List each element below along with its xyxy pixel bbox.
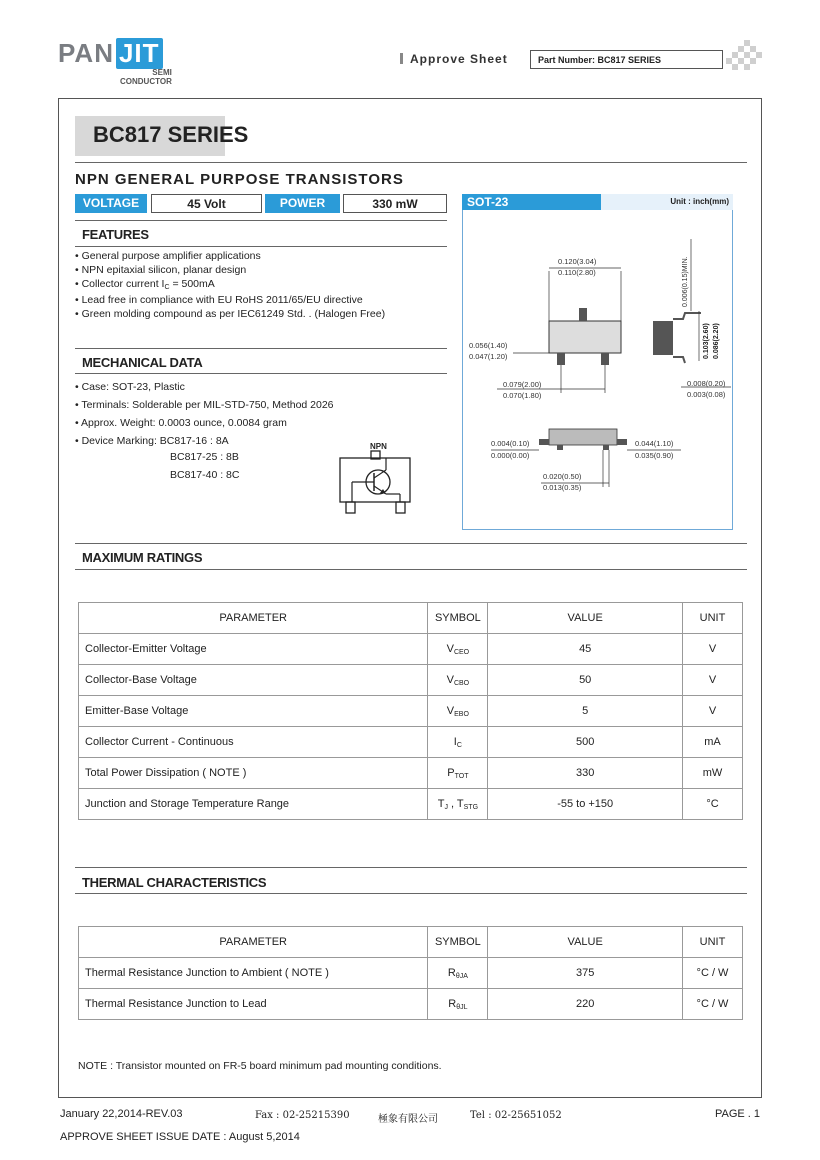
- param-cell: Junction and Storage Temperature Range: [79, 789, 428, 820]
- dim-stand1: 0.004(0.10): [491, 439, 530, 448]
- logo-conductor: CONDUCTOR: [120, 77, 172, 86]
- dim-lead-t2: 0.003(0.08): [687, 390, 726, 399]
- feature-item: • General purpose amplifier applications: [75, 250, 261, 262]
- unit-cell: °C / W: [683, 958, 743, 989]
- dim-lead-h2: 0.047(1.20): [469, 352, 508, 361]
- mech-item: • Device Marking: BC817-16 : 8A: [75, 435, 229, 447]
- thermal-table: [78, 926, 743, 1020]
- symbol-cell: [428, 634, 488, 665]
- footer-fax: Fax : 02-25215390: [255, 1110, 350, 1121]
- power-label: POWER: [265, 194, 340, 213]
- symbol-sub: TOT: [454, 772, 469, 780]
- footer-date-rev: January 22,2014-REV.03: [60, 1108, 183, 1120]
- dim-side-h2: 0.086(2.20): [713, 323, 720, 359]
- doc-type-label: Approve Sheet: [410, 52, 508, 66]
- value-cell: 50: [488, 665, 683, 696]
- table-row: [79, 727, 743, 758]
- npn-label: NPN: [370, 442, 387, 451]
- value-cell: 375: [488, 958, 683, 989]
- marking-item: BC817-40 : 8C: [170, 469, 240, 481]
- feature-item: • Lead free in compliance with EU RoHS 2011/65/EU directive: [75, 294, 363, 307]
- col-header-unit: UNIT: [683, 603, 743, 634]
- title-divider: [75, 162, 747, 163]
- col-header-symbol: SYMBOL: [428, 603, 488, 634]
- features-bottom-line: [75, 246, 447, 247]
- company-logo: [58, 38, 163, 69]
- dim-lw1: 0.020(0.50): [543, 472, 582, 481]
- col-header-value: VALUE: [488, 603, 683, 634]
- dim-stand2: 0.000(0.00): [491, 451, 530, 460]
- table-row: [79, 758, 743, 789]
- mech-item: • Terminals: Solderable per MIL-STD-750, Method 2026: [75, 399, 334, 411]
- max-ratings-heading: MAXIMUM RATINGS: [82, 550, 203, 565]
- dim-pitch1: 0.079(2.00): [503, 380, 542, 389]
- dim-side-h1: 0.103(2.60): [703, 323, 710, 359]
- param-cell: Collector-Base Voltage: [79, 665, 428, 696]
- table-row: [79, 789, 743, 820]
- unit-cell: °C / W: [683, 989, 743, 1020]
- unit-cell: V: [683, 634, 743, 665]
- footer-issue-date: APPROVE SHEET ISSUE DATE : August 5,2014: [60, 1131, 300, 1143]
- dim-side-min: 0.006(0.15)MIN.: [682, 256, 689, 307]
- symbol-main: T: [437, 797, 445, 810]
- symbol-cell: [428, 665, 488, 696]
- feature-collector-text: • Collector current I: [75, 277, 165, 290]
- dim-lead-t1: 0.008(0.20): [687, 379, 726, 388]
- symbol-sub: C: [456, 741, 462, 749]
- symbol-sub: CBO: [453, 679, 470, 687]
- col-header-value: VALUE: [488, 927, 683, 958]
- mech-heading: MECHANICAL DATA: [82, 355, 203, 370]
- param-cell: Emitter-Base Voltage: [79, 696, 428, 727]
- feature-item: • NPN epitaxial silicon, planar design: [75, 263, 247, 276]
- thermal-bottom-line: [75, 893, 747, 894]
- param-cell: Collector-Emitter Voltage: [79, 634, 428, 665]
- value-cell: 5: [488, 696, 683, 727]
- logo-semi: SEMI: [152, 68, 172, 77]
- doc-type: [400, 52, 508, 66]
- unit-cell: mW: [683, 758, 743, 789]
- value-cell: 45: [488, 634, 683, 665]
- symbol-cell: [428, 727, 488, 758]
- voltage-label: VOLTAGE: [75, 194, 147, 213]
- unit-cell: mA: [683, 727, 743, 758]
- symbol-cell: [428, 696, 488, 727]
- symbol-sub: θJA: [455, 972, 468, 980]
- marking-list: [170, 448, 239, 484]
- dim-lead-h1: 0.056(1.40): [469, 341, 508, 350]
- symbol-main: V: [446, 673, 454, 686]
- symbol-main: R: [447, 966, 456, 979]
- doc-type-bar: [400, 53, 403, 64]
- page-subtitle: NPN GENERAL PURPOSE TRANSISTORS: [75, 171, 404, 188]
- symbol-sub-2: STG: [463, 803, 479, 811]
- feature-item: [75, 278, 385, 295]
- max-top-line: [75, 543, 747, 544]
- dim-lw2: 0.013(0.35): [543, 483, 582, 492]
- symbol-main: V: [446, 642, 454, 655]
- footer-company: 極象有限公司: [378, 1114, 438, 1125]
- mech-item: • Approx. Weight: 0.0003 ounce, 0.0084 gram: [75, 417, 287, 429]
- symbol-sub: CEO: [453, 648, 470, 656]
- logo-pan-text: PAN: [58, 38, 114, 68]
- voltage-value: 45 Volt: [151, 194, 262, 213]
- unit-cell: °C: [683, 789, 743, 820]
- package-unit: Unit : inch(mm): [601, 194, 733, 210]
- features-list: [75, 250, 385, 322]
- symbol-main: V: [446, 704, 455, 717]
- table-header-row: [79, 927, 743, 958]
- table-row: [79, 634, 743, 665]
- footer-page: PAGE . 1: [715, 1108, 761, 1120]
- decorative-squares-icon: [726, 40, 762, 76]
- mech-bottom-line: [75, 373, 447, 374]
- symbol-cell: [428, 989, 488, 1020]
- table-row: [79, 696, 743, 727]
- features-top-line: [75, 220, 447, 221]
- value-cell: 330: [488, 758, 683, 789]
- table-row: [79, 989, 743, 1020]
- power-value: 330 mW: [343, 194, 447, 213]
- symbol-sub: EBO: [454, 710, 469, 718]
- param-cell: Total Power Dissipation ( NOTE ): [79, 758, 428, 789]
- table-row: [79, 665, 743, 696]
- unit-cell: V: [683, 665, 743, 696]
- symbol-cell: [428, 958, 488, 989]
- mech-item: • Case: SOT-23, Plastic: [75, 381, 185, 393]
- feature-item: • Green molding compound as per IEC61249 Std. . (Halogen Free): [75, 308, 386, 321]
- package-drawing: [463, 211, 733, 529]
- value-cell: 220: [488, 989, 683, 1020]
- footnote: NOTE : Transistor mounted on FR-5 board minimum pad mounting conditions.: [78, 1060, 442, 1072]
- page-title: BC817 SERIES: [93, 122, 249, 147]
- col-header-symbol: SYMBOL: [428, 927, 488, 958]
- package-name: SOT-23: [462, 194, 601, 210]
- col-header-parameter: PARAMETER: [79, 927, 428, 958]
- value-cell: -55 to +150: [488, 789, 683, 820]
- unit-cell: V: [683, 696, 743, 727]
- dim-top-w1: 0.120(3.04): [558, 257, 597, 266]
- npn-symbol-icon: [334, 440, 416, 516]
- table-header-row: [79, 603, 743, 634]
- feature-collector-rest: = 500mA: [169, 277, 215, 290]
- symbol-sub: θJL: [456, 1003, 468, 1011]
- dim-height2: 0.035(0.90): [635, 451, 674, 460]
- max-bottom-line: [75, 569, 747, 570]
- logo-subtitle: [120, 68, 172, 86]
- dim-top-w2: 0.110(2.80): [558, 268, 596, 277]
- thermal-heading: THERMAL CHARACTERISTICS: [82, 875, 267, 890]
- col-header-unit: UNIT: [683, 927, 743, 958]
- max-ratings-table: [78, 602, 743, 820]
- table-row: [79, 958, 743, 989]
- feature-collector-sub: C: [164, 283, 170, 291]
- symbol-main: R: [448, 997, 457, 1010]
- symbol-cell: [428, 758, 488, 789]
- dim-pitch2: 0.070(1.80): [503, 391, 542, 400]
- symbol-main-2: , T: [447, 797, 464, 810]
- footer-tel: Tel : 02-25651052: [470, 1110, 562, 1121]
- symbol-main: P: [447, 766, 455, 779]
- param-cell: Collector Current - Continuous: [79, 727, 428, 758]
- param-cell: Thermal Resistance Junction to Ambient ( NOTE ): [79, 958, 428, 989]
- marking-item: BC817-25 : 8B: [170, 451, 239, 463]
- mech-top-line: [75, 348, 447, 349]
- mech-list: [75, 378, 334, 450]
- symbol-main: I: [453, 735, 457, 748]
- features-heading: FEATURES: [82, 227, 149, 242]
- dim-height1: 0.044(1.10): [635, 439, 674, 448]
- symbol-sub: J: [444, 803, 448, 811]
- logo-jit-text: JIT: [116, 38, 163, 69]
- col-header-parameter: PARAMETER: [79, 603, 428, 634]
- symbol-cell: [428, 789, 488, 820]
- part-number-box: Part Number: BC817 SERIES: [530, 50, 723, 69]
- value-cell: 500: [488, 727, 683, 758]
- param-cell: Thermal Resistance Junction to Lead: [79, 989, 428, 1020]
- thermal-top-line: [75, 867, 747, 868]
